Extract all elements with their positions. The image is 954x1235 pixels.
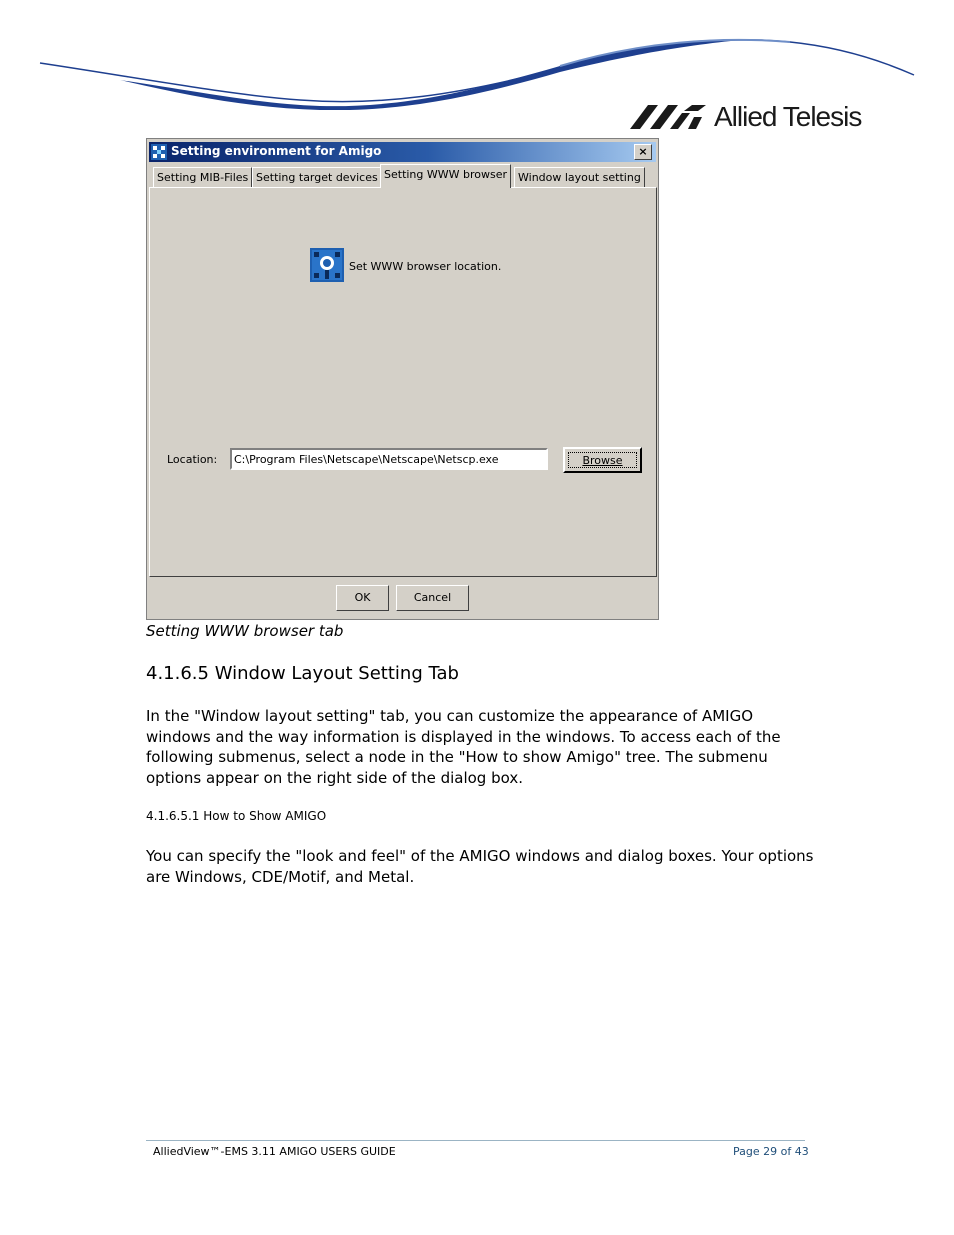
footer-page-number: Page 29 of 43 [733,1145,809,1158]
tab-window-layout-setting[interactable] [514,167,645,187]
header-swoosh [0,0,954,110]
dialog-title: Setting environment for Amigo [171,144,382,158]
logo-mark-icon [630,103,706,131]
figure-caption: Setting WWW browser tab [146,622,344,640]
amigo-app-icon [151,144,167,160]
settings-dialog [146,138,659,620]
location-input[interactable] [230,448,548,470]
brand-name: Allied Telesis [714,101,862,132]
dialog-titlebar[interactable] [149,142,656,162]
browse-button[interactable] [563,447,642,473]
cancel-button[interactable]: Cancel [396,585,469,611]
section-paragraph: In the "Window layout setting" tab, you can customize the appearance of AMIGO windows and the way information is displayed in the windows. To access each of the following submenus, select a node in the "How to show Amigo" tree. The submenu options appear on the right side of the dialog box. [146,707,781,787]
close-button[interactable] [634,144,652,160]
tab-panel [149,187,657,577]
ok-button[interactable]: OK [336,585,389,611]
tab-setting-mib-files[interactable] [153,167,252,187]
tab-setting-www-browser[interactable] [380,164,511,188]
tab-label: Setting MIB-Files [157,171,249,184]
section-heading: 4.1.6.5 Window Layout Setting Tab [146,663,459,684]
browse-button-label: Browse [582,454,623,467]
subsection-heading: 4.1.6.5.1 How to Show AMIGO [146,809,327,823]
location-label: Location: [167,453,218,466]
tab-label: Window layout setting [518,171,641,184]
www-browser-icon [310,248,344,282]
browser-description: Set WWW browser location. [349,260,502,273]
tab-label: Setting WWW browser [384,168,508,181]
tab-setting-target-devices[interactable] [252,167,382,187]
subsection-paragraph: You can specify the "look and feel" of the AMIGO windows and dialog boxes. Your options are Windows, CDE/Motif, and Metal. [146,847,814,886]
footer-divider [146,1140,805,1141]
allied-telesis-logo [630,100,861,134]
tab-label: Setting target devices [256,171,378,184]
footer-document-title: AlliedView™-EMS 3.11 AMIGO USERS GUIDE [153,1145,396,1158]
close-icon: × [638,145,648,158]
